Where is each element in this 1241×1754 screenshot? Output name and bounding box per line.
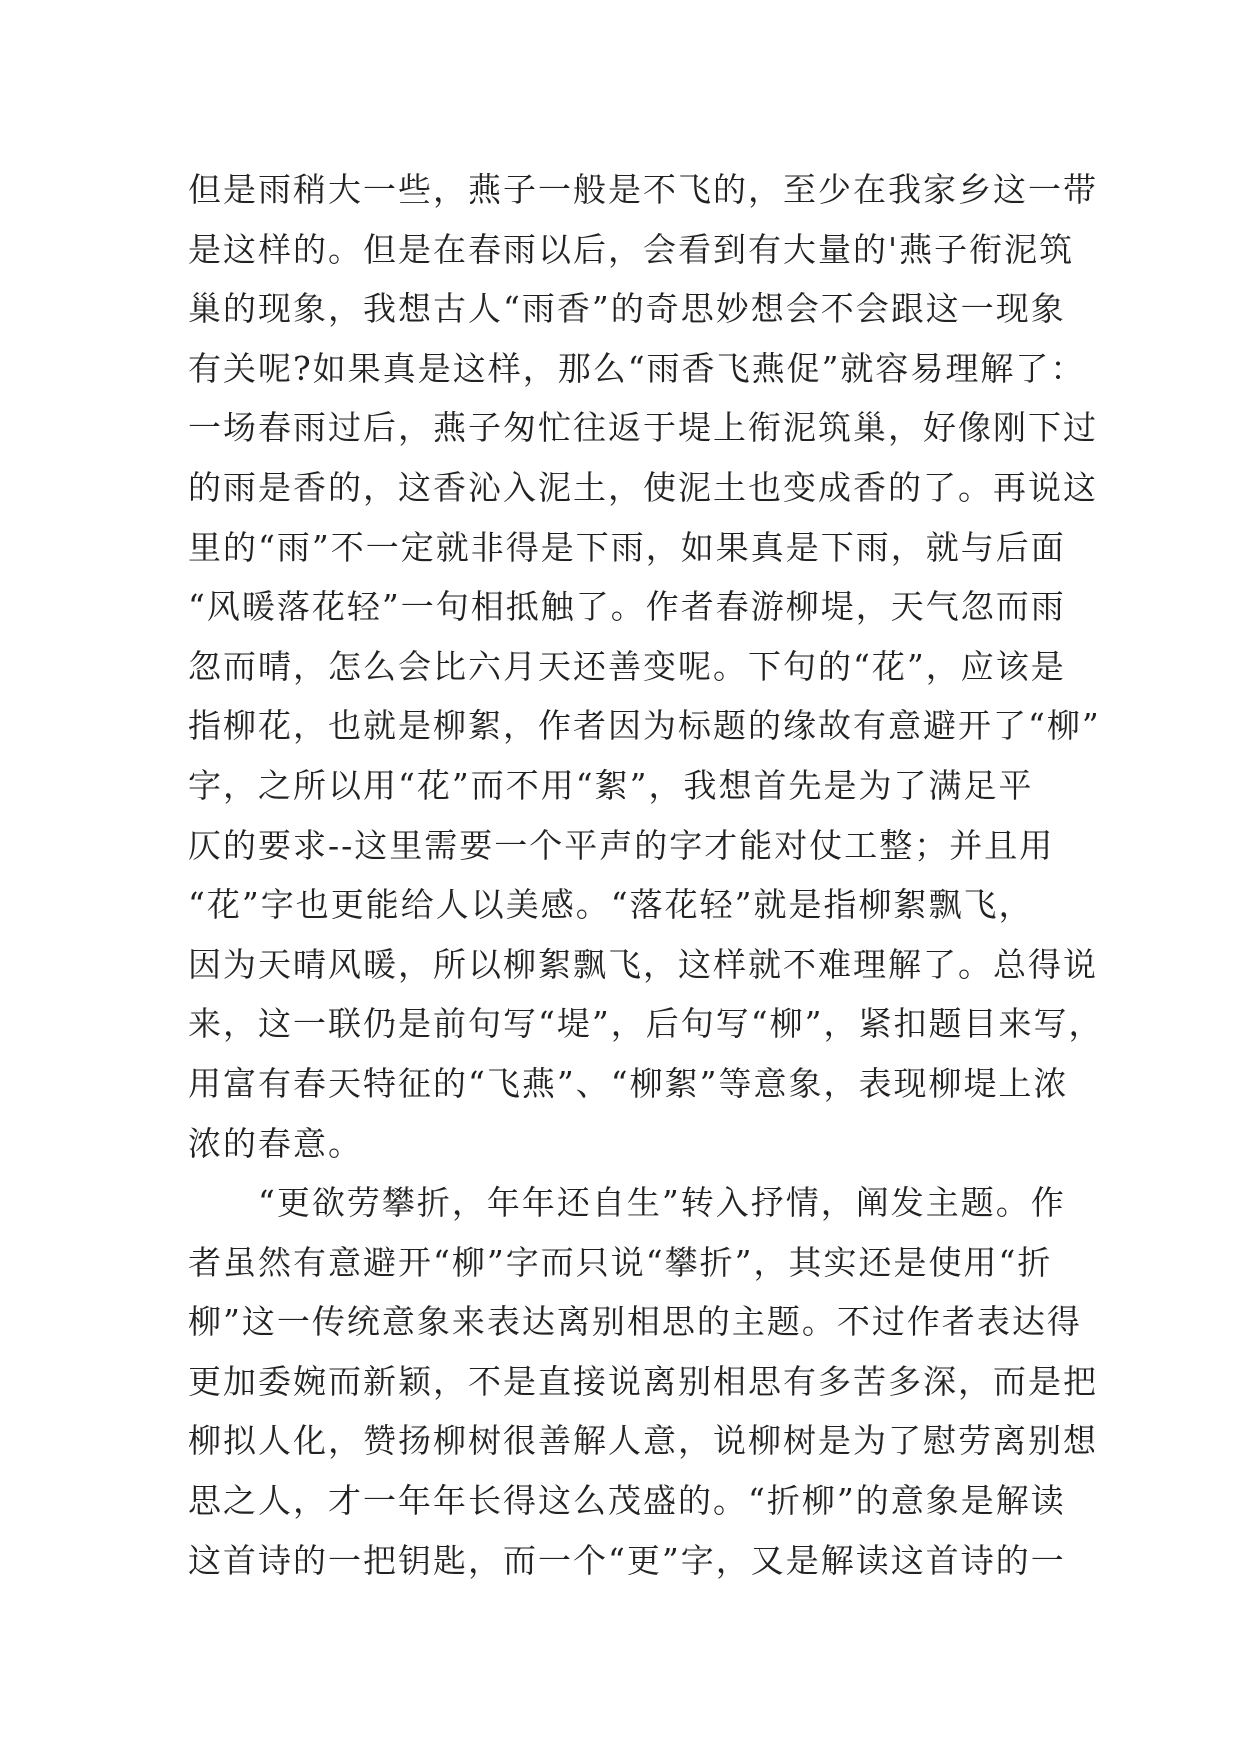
text-line: 里的“雨”不一定就非得是下雨，如果真是下雨，就与后面 bbox=[188, 527, 1066, 567]
text-line: 柳拟人化，赞扬柳树很善解人意，说柳树是为了慰劳离别想 bbox=[188, 1421, 1098, 1461]
text-line: 忽而晴，怎么会比六月天还善变呢。下句的“花”，应该是 bbox=[188, 646, 1066, 686]
text-line: 者虽然有意避开“柳”字而只说“攀折”，其实还是使用“折 bbox=[188, 1242, 1053, 1282]
text-line: 柳”这一传统意象来表达离别相思的主题。不过作者表达得 bbox=[188, 1302, 1082, 1342]
text-line: 的雨是香的，这香沁入泥土，使泥土也变成香的了。再说这 bbox=[188, 467, 1098, 507]
text-line: “花”字也更能给人以美感。“落花轻”就是指柳絮飘飞， bbox=[188, 885, 1034, 925]
text-line: 字，之所以用“花”而不用“絮”，我想首先是为了满足平 bbox=[188, 765, 1034, 805]
text-line: 是这样的。但是在春雨以后，会看到有大量的'燕子衔泥筑 bbox=[188, 229, 1075, 269]
text-line: 来，这一联仍是前句写“堤”，后句写“柳”，紧扣题目来写， bbox=[188, 1004, 1104, 1044]
text-line: 思之人，才一年年长得这么茂盛的。“折柳”的意象是解读 bbox=[188, 1481, 1066, 1521]
text-line: 一场春雨过后，燕子匆忙往返于堤上衔泥筑巢，好像刚下过 bbox=[188, 408, 1098, 448]
text-line: 因为天晴风暖，所以柳絮飘飞，这样就不难理解了。总得说 bbox=[188, 944, 1098, 984]
text-line: 指柳花，也就是柳絮，作者因为标题的缘故有意避开了“柳” bbox=[188, 706, 1101, 746]
text-line: 仄的要求--这里需要一个平声的字才能对仗工整；并且用 bbox=[188, 825, 1055, 865]
text-line: “风暖落花轻”一句相抵触了。作者春游柳堤，天气忽而雨 bbox=[188, 587, 1066, 627]
text-line: 这首诗的一把钥匙，而一个“更”字，又是解读这首诗的一 bbox=[188, 1540, 1066, 1580]
text-line: 有关呢?如果真是这样，那么“雨香飞燕促”就容易理解了： bbox=[188, 348, 1086, 388]
body-text bbox=[188, 160, 1104, 1590]
text-line: 但是雨稍大一些，燕子一般是不飞的，至少在我家乡这一带 bbox=[188, 170, 1098, 209]
text-line: 巢的现象，我想古人“雨香”的奇思妙想会不会跟这一现象 bbox=[188, 289, 1066, 329]
text-line: 更加委婉而新颖，不是直接说离别相思有多苦多深，而是把 bbox=[188, 1361, 1098, 1401]
text-line: 浓的春意。 bbox=[188, 1123, 363, 1163]
text-line: 用富有春天特征的“飞燕”、“柳絮”等意象，表现柳堤上浓 bbox=[188, 1063, 1069, 1103]
paragraph-start-line: “更欲劳攀折，年年还自生”转入抒情，阐发主题。作 bbox=[258, 1183, 1066, 1223]
